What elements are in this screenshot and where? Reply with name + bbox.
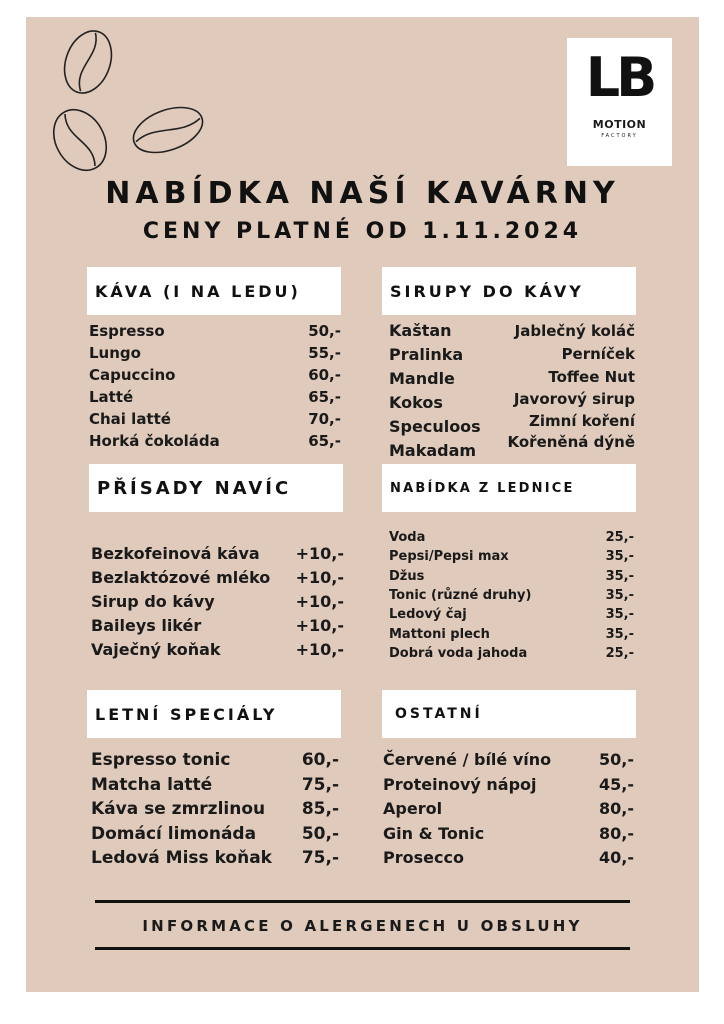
section-heading-sirupy: SIRUPY DO KÁVY — [382, 267, 636, 315]
menu-item — [89, 388, 341, 406]
menu-item-name: Ledová Miss koňak — [91, 848, 272, 868]
logo-mark: LB — [585, 46, 654, 109]
menu-item-name: Prosecco — [383, 848, 464, 867]
logo-name: MOTION — [592, 118, 647, 131]
menu-item — [91, 750, 339, 770]
menu-item — [89, 322, 341, 340]
menu-item-name: Espresso — [89, 322, 165, 340]
menu-item — [89, 366, 341, 384]
menu-item-name: Voda — [389, 530, 426, 545]
menu-item-name: Horká čokoláda — [89, 432, 220, 450]
coffee-beans-illustration — [40, 22, 210, 177]
divider-top — [95, 900, 630, 903]
menu-item-name: Chai latté — [89, 410, 171, 428]
menu-item-price: 25,- — [605, 645, 634, 661]
menu-item-price: 75,- — [301, 848, 339, 868]
menu-item-price: 80,- — [599, 799, 634, 818]
menu-item — [91, 616, 344, 635]
menu-item-price: 55,- — [308, 344, 341, 362]
menu-item-name: Červené / bílé víno — [383, 750, 552, 769]
syrup-item: Zimní koření — [529, 412, 635, 430]
menu-item-price: 50,- — [599, 750, 634, 769]
menu-item-price: 35,- — [605, 587, 634, 603]
menu-item-price: 40,- — [599, 848, 634, 867]
menu-item-name: Mattoni plech — [389, 626, 490, 642]
menu-item — [389, 627, 634, 642]
menu-item-price: 35,- — [605, 607, 634, 623]
section-heading-letni: LETNÍ SPECIÁLY — [87, 690, 341, 738]
menu-item-price: 45,- — [599, 774, 634, 794]
page-subtitle: CENY PLATNÉ OD 1.11.2024 — [142, 219, 583, 244]
menu-item — [89, 344, 341, 362]
menu-item-name: Bezlaktózové mléko — [91, 568, 271, 587]
menu-item — [383, 799, 634, 818]
menu-item — [389, 530, 634, 545]
menu-item-name: Bezkofeinová káva — [91, 544, 260, 563]
allergen-info: INFORMACE O ALERGENECH U OBSLUHY — [142, 917, 583, 935]
menu-item — [389, 569, 634, 584]
menu-item — [91, 848, 339, 868]
page-title: NABÍDKA NAŠÍ KAVÁRNY — [105, 176, 620, 211]
syrup-item: Kaštan — [389, 321, 452, 340]
menu-item-price: 70,- — [308, 410, 341, 428]
syrup-item: Kokos — [389, 393, 443, 412]
syrup-item: Javorový sirup — [513, 390, 635, 408]
menu-item — [89, 432, 341, 450]
syrup-item: Kořeněná dýně — [507, 433, 635, 451]
menu-item-name: Domácí limonáda — [91, 823, 257, 844]
section-heading-prisady: PŘÍSADY NAVÍC — [89, 464, 343, 512]
menu-item-price: 60,- — [308, 366, 341, 384]
menu-item — [91, 640, 344, 659]
menu-item — [91, 824, 339, 844]
menu-item-price: +10,- — [295, 592, 344, 611]
menu-item — [91, 568, 344, 587]
menu-item — [383, 824, 634, 843]
menu-item-price: 50,- — [308, 322, 341, 340]
menu-item — [389, 549, 634, 564]
menu-item-name: Ledový čaj — [389, 607, 467, 623]
section-heading-ostatni: OSTATNÍ — [382, 690, 636, 738]
menu-item-price: 35,- — [605, 549, 634, 565]
menu-item — [91, 544, 344, 563]
menu-item-name: Káva se zmrzlinou — [91, 799, 266, 819]
menu-item-price: 75,- — [301, 774, 339, 795]
menu-item — [383, 750, 634, 769]
lb-motion-logo — [567, 38, 672, 166]
menu-item-price: 50,- — [301, 823, 339, 844]
menu-item-price: 25,- — [605, 530, 634, 545]
logo-sub: FACTORY — [601, 133, 638, 139]
divider-bottom — [95, 947, 630, 950]
menu-item-name: Espresso tonic — [91, 750, 231, 770]
menu-item-price: 65,- — [308, 388, 341, 406]
section-heading-kava: KÁVA (I NA LEDU) — [87, 267, 341, 315]
menu-item-name: Vaječný koňak — [91, 640, 221, 659]
menu-item-price: 65,- — [308, 432, 341, 450]
menu-item-price: 85,- — [301, 799, 339, 819]
menu-item — [91, 592, 344, 611]
section-heading-lednice: NABÍDKA Z LEDNICE — [382, 464, 636, 512]
menu-item-price: +10,- — [295, 640, 344, 659]
menu-item-name: Matcha latté — [91, 774, 213, 795]
menu-item-price: 35,- — [605, 568, 634, 584]
menu-item — [91, 775, 339, 795]
menu-item-name: Baileys likér — [91, 616, 202, 635]
menu-item-price: +10,- — [295, 616, 344, 635]
syrup-item: Mandle — [389, 369, 455, 388]
menu-item-price: +10,- — [295, 544, 344, 563]
menu-item-price: 60,- — [301, 750, 339, 770]
menu-item-name: Proteinový nápoj — [383, 774, 537, 794]
menu-item-price: 80,- — [599, 823, 634, 843]
syrup-item: Pralinka — [389, 345, 464, 364]
syrup-item: Toffee Nut — [548, 368, 635, 386]
menu-item — [389, 607, 634, 622]
menu-item — [389, 646, 634, 661]
syrup-item: Speculoos — [389, 417, 481, 436]
menu-item-name: Aperol — [383, 799, 443, 818]
menu-item-name: Dobrá voda jahoda — [389, 645, 528, 661]
menu-item-name: Lungo — [89, 344, 141, 362]
syrup-item: Jablečný koláč — [514, 322, 635, 340]
menu-item-name: Džus — [389, 568, 425, 584]
syrup-item: Makadam — [389, 441, 477, 460]
menu-item-name: Gin & Tonic — [383, 823, 485, 843]
menu-item-name: Latté — [89, 388, 134, 406]
menu-item-price: 35,- — [605, 626, 634, 642]
menu-item-name: Pepsi/Pepsi max — [389, 549, 509, 565]
menu-item — [383, 775, 634, 794]
syrup-item: Perníček — [561, 345, 635, 363]
menu-item — [389, 588, 634, 603]
menu-item — [91, 799, 339, 819]
menu-item — [89, 410, 341, 428]
menu-item-name: Tonic (různé druhy) — [389, 587, 532, 603]
menu-item-name: Capuccino — [89, 366, 176, 384]
menu-item-price: +10,- — [295, 568, 344, 587]
menu-item-name: Sirup do kávy — [91, 592, 215, 611]
menu-item — [383, 848, 634, 867]
